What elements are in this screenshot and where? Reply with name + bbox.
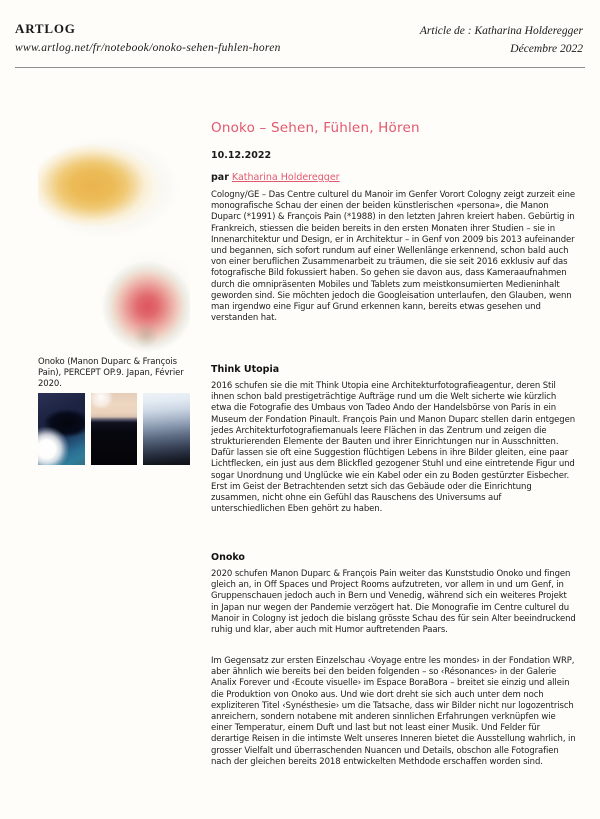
header-author: Article de : Katharina Holderegger: [419, 25, 583, 37]
site-logo: ARTLOG: [15, 21, 76, 36]
onoko-paragraph-2: Im Gegensatz zur ersten Einzelschau ‹Voyage entre les mondes› in der Fondation WRP, aber ähnlich wie bereits bei den beiden folgenden – so ‹Résonances› in der Galerie Analix Forever und ‹Ecoute visuelle› im Espace BoraBora – breitet sie einzig und allein die Produktion von Onoko aus. Und wie dort dreht sie sich auch unter dem noch expliziteren Titel ‹Synésthesie› um die Tatsache, dass wir Bilder nicht nur logozentrisch anreichern, sondern notabene mit anderen sinnlichen Erfahrungen verknüpfen wie einer Temperatur, einem Duft und last but not least einer Musik. Und Felder für derartige Reisen in die intimste Welt unseres Inneren bietet die Ausstellung wahrlich, in grosser Vielfalt und überraschenden Nuancen und Details, obschon alle Fotografien nach der gleichen bereits 2018 entwickelten Methdode erschaffen worden sind.: [211, 656, 576, 767]
thumbnail-dark-blue-white-glow: [38, 393, 85, 465]
article-body: [211, 0, 576, 819]
byline: [211, 172, 340, 183]
section-heading-onoko: Onoko: [211, 552, 245, 563]
page-url: www.artlog.net/fr/notebook/onoko-sehen-fuhlen-horen: [15, 42, 281, 54]
header-issue-date: Décembre 2022: [510, 43, 583, 55]
artwork-image-yellow-haze: [38, 133, 190, 238]
section-heading-think-utopia: Think Utopia: [211, 364, 280, 375]
thumbnail-blue-gray-gradient: [143, 393, 190, 465]
think-utopia-paragraph: 2016 schufen sie die mit Think Utopia eine Architekturfotografieagentur, deren Stil ihnen schon bald prestigeträchtige Aufträge rund um die Welt sicherte wie kürzlich etwa die Fotografie des Umbaus von Tadeo Ando der Handelsbörse von Paris in ein Museum der Fondation Pinault. François Pain und Manon Duparc stellen darin entgegen jedes Architekturfotografiemanuals leere Flächen in das Zentrum und zeigen die strukturierenden Elemente der Bauten und ihrer Einrichtungen nur in Ausschnitten. Dafür lassen sie oft eine Suggestion flüchtigen Lebens in ihre Bilder gleiten, eine paar Lichtflecken, ein just aus dem Blickfled gezogener Stuhl und eine eintretende Figur und sogar Unordnung und Unglücke wie ein Kabel oder ein zu Boden gestürzter Eisbecher. Erst im Geist der Betrachtenden setzt sich das Gebäude oder die Einrichtung zusammen, nicht ohne ein Gefühl das Rauschens des Universums auf unterschiedlichen Eben gehört zu haben.: [211, 381, 576, 515]
figure-caption: Onoko (Manon Duparc & François Pain), PERCEPT OP.9. Japan, Février 2020.: [38, 357, 184, 389]
article-date: 10.12.2022: [211, 150, 272, 161]
byline-prefix: par: [211, 172, 229, 183]
author-link[interactable]: Katharina Holderegger: [231, 172, 340, 183]
onoko-paragraph-1: 2020 schufen Manon Duparc & François Pain weiter das Kunststudio Onoko und fingen gleich an, in Off Spaces und Project Rooms aufzutreten, vor allem in und um Genf, in Gruppenschauen jedoch auch in Bern und Venedig, während sich ein weiteres Projekt in Japan nur wegen der Pandemie verzögert hat. Die Monografie im Centre culturel du Manoir in Cologny ist jedoch die bislang grösste Schau des für sein Alter beeindruckend ruhig und klar, aber auch mit Humor auftretenden Paars.: [211, 569, 576, 636]
thumbnail-peach-black-horizon: [91, 393, 138, 465]
article-title: Onoko – Sehen, Fühlen, Hören: [211, 120, 420, 136]
figure-column: [38, 133, 190, 465]
thumbnail-strip: [38, 393, 190, 465]
artwork-image-red-glow: [38, 248, 190, 352]
intro-paragraph: Cologny/GE – Das Centre culturel du Manoir im Genfer Vorort Cologny zeigt zurzeit eine monografische Schau der einen der beiden künstlerischen «persona», die Manon Duparc (*1991) & François Pain (*1988) in den letzten Jahren kreiert haben. Gebürtig in Frankreich, stiessen die beiden bereits in den ersten Monaten ihrer Studien – sie in Innenarchitektur und Design, er in Architektur – in Genf von 2009 bis 2013 aufeinander und begannen, sich sofort rundum auf einer Wellenlänge erkennend, schon bald auch von einer beruflichen Zusammenarbeit zu träumen, die sie seit 2016 exklusiv auf das fotografische Bild fokussiert haben. So gehen sie davon aus, dass Kameraaufnahmen durch die omnipräsenten Mobiles und Tablets zum meistkonsumierten Medieninhalt geworden sind. Sie möchten jedoch die Googleisation unterlaufen, den Glauben, wenn man irgendwo eine Figur auf Grund erkennen kann, bereits etwas gesehen und verstanden hat.: [211, 190, 576, 324]
